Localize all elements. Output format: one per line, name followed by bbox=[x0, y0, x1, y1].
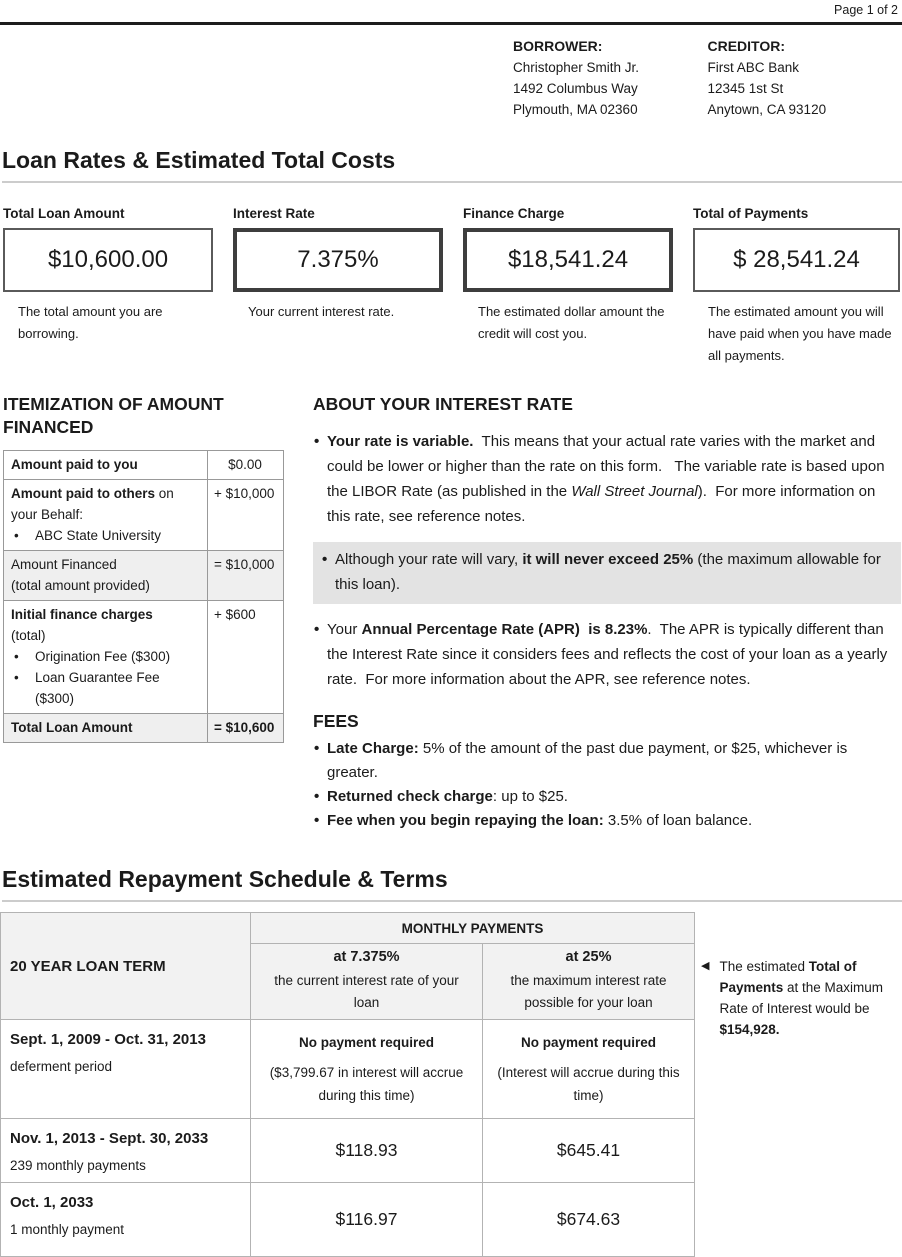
box-value bbox=[693, 228, 900, 292]
box-value bbox=[233, 228, 443, 292]
current-rate-column-header bbox=[251, 944, 483, 1020]
box-value-text: $10,600.00 bbox=[48, 246, 168, 274]
loan-rates-boxes bbox=[3, 206, 900, 367]
current-rate-title: at 7.375% bbox=[261, 949, 472, 965]
period-detail: deferment period bbox=[10, 1059, 240, 1074]
repayment-table bbox=[0, 912, 695, 1257]
total-loan-amount-box bbox=[3, 206, 213, 367]
total-of-payments-box bbox=[693, 206, 900, 367]
period-dates: Nov. 1, 2013 - Sept. 30, 2033 bbox=[10, 1130, 240, 1147]
itemization-label: Amount paid to you bbox=[4, 451, 208, 480]
loan-rates-heading: Loan Rates & Estimated Total Costs bbox=[2, 147, 902, 183]
creditor-name: First ABC Bank bbox=[708, 57, 902, 78]
box-caption: The total amount you are borrowing. bbox=[3, 301, 213, 345]
box-label: Total Loan Amount bbox=[3, 206, 213, 221]
itemization-label: Amount Financed (total amount provided) bbox=[4, 551, 208, 601]
period-dates: Oct. 1, 2033 bbox=[10, 1194, 240, 1211]
period-cell bbox=[1, 1020, 251, 1119]
period-cell bbox=[1, 1183, 251, 1257]
itemization-row bbox=[4, 480, 284, 551]
about-rate-bullets bbox=[313, 429, 901, 692]
max-rate-title: at 25% bbox=[493, 949, 684, 965]
creditor-block bbox=[708, 36, 902, 120]
max-rate-payment: $674.63 bbox=[483, 1183, 695, 1257]
itemization-label: Initial finance charges (total) • Origination Fee ($300) • Loan Guarantee Fee ($300) bbox=[4, 601, 208, 714]
itemization-amount: = $10,600 bbox=[208, 714, 284, 743]
current-rate-payment: $116.97 bbox=[251, 1183, 483, 1257]
loan-term-header: 20 YEAR LOAN TERM bbox=[1, 913, 251, 1020]
period-detail: 1 monthly payment bbox=[10, 1222, 240, 1237]
box-caption: The estimated dollar amount the credit will cost you. bbox=[463, 301, 673, 345]
box-value-text: 7.375% bbox=[297, 246, 378, 274]
finance-charge-box bbox=[463, 206, 673, 367]
max-rate-column-header bbox=[483, 944, 695, 1020]
table-row bbox=[1, 1183, 695, 1257]
left-arrow-icon: ◀ bbox=[701, 956, 709, 1040]
itemization-row bbox=[4, 551, 284, 601]
box-value-text: $18,541.24 bbox=[508, 246, 628, 274]
note-text: The estimated Total of Payments at the Maximum Rate of Interest would be $154,928. bbox=[719, 956, 899, 1040]
rate-cap-bullet: • Although your rate will vary, it will never exceed 25% (the maximum allowable for this loan). bbox=[313, 542, 901, 604]
repayment-section bbox=[0, 866, 902, 1257]
max-rate-payment: $645.41 bbox=[483, 1119, 695, 1183]
itemization-label: Amount paid to others on your Behalf: • ABC State University bbox=[4, 480, 208, 551]
borrower-block bbox=[513, 36, 708, 120]
returned-check-bullet: • Returned check charge: up to $25. bbox=[313, 785, 901, 809]
itemization-row bbox=[4, 451, 284, 480]
box-caption: The estimated amount you will have paid when you have made all payments. bbox=[693, 301, 900, 367]
box-label: Total of Payments bbox=[693, 206, 900, 221]
late-charge-bullet: • Late Charge: 5% of the amount of the past due payment, or $25, whichever is greater. bbox=[313, 737, 901, 785]
itemization-section bbox=[3, 393, 286, 833]
middle-section bbox=[0, 393, 902, 833]
box-caption: Your current interest rate. bbox=[233, 301, 443, 323]
box-value-text: $ 28,541.24 bbox=[733, 246, 860, 274]
total-payments-note bbox=[701, 956, 899, 1040]
apr-bullet: • Your Annual Percentage Rate (APR) is 8.23%. The APR is typically different than the Interest Rate since it considers fees and reflects the cost of your loan as a yearly rate. For more information about the APR, see reference notes. bbox=[313, 617, 901, 692]
table-row bbox=[1, 1020, 695, 1119]
itemization-heading: ITEMIZATION OF AMOUNT FINANCED bbox=[3, 393, 286, 439]
period-detail: 239 monthly payments bbox=[10, 1158, 240, 1173]
itemization-row bbox=[4, 714, 284, 743]
about-rate-section bbox=[313, 393, 901, 833]
borrower-name: Christopher Smith Jr. bbox=[513, 57, 708, 78]
itemization-row bbox=[4, 601, 284, 714]
rate-variable-bullet: • Your rate is variable. This means that your actual rate varies with the market and could be lower or higher than the rate on this form. The variable rate is based upon the LIBOR Rate (as published in the Wall Street Journal). For more information on this rate, see reference notes. bbox=[313, 429, 901, 529]
creditor-label: CREDITOR: bbox=[708, 36, 902, 57]
creditor-street: 12345 1st St bbox=[708, 78, 902, 99]
table-row bbox=[1, 1119, 695, 1183]
max-rate-payment: No payment required (Interest will accrue during this time) bbox=[483, 1020, 695, 1119]
borrower-street: 1492 Columbus Way bbox=[513, 78, 708, 99]
period-dates: Sept. 1, 2009 - Oct. 31, 2013 bbox=[10, 1031, 240, 1048]
itemization-amount: $0.00 bbox=[208, 451, 284, 480]
itemization-label: Total Loan Amount bbox=[4, 714, 208, 743]
repay-fee-bullet: • Fee when you begin repaying the loan: 3.5% of loan balance. bbox=[313, 809, 901, 833]
itemization-amount: + $10,000 bbox=[208, 480, 284, 551]
about-rate-heading: ABOUT YOUR INTEREST RATE bbox=[313, 393, 901, 416]
fees-heading: FEES bbox=[313, 710, 901, 733]
parties-block bbox=[513, 36, 902, 120]
current-rate-payment: $118.93 bbox=[251, 1119, 483, 1183]
fees-list bbox=[313, 737, 901, 833]
borrower-label: BORROWER: bbox=[513, 36, 708, 57]
borrower-city: Plymouth, MA 02360 bbox=[513, 99, 708, 120]
itemization-amount: + $600 bbox=[208, 601, 284, 714]
repayment-heading: Estimated Repayment Schedule & Terms bbox=[2, 866, 902, 902]
creditor-city: Anytown, CA 93120 bbox=[708, 99, 902, 120]
monthly-payments-header: MONTHLY PAYMENTS bbox=[251, 913, 695, 944]
itemization-amount: = $10,000 bbox=[208, 551, 284, 601]
current-rate-subtitle: the current interest rate of your loan bbox=[261, 970, 472, 1014]
max-rate-subtitle: the maximum interest rate possible for your loan bbox=[493, 970, 684, 1014]
current-rate-payment: No payment required ($3,799.67 in interest will accrue during this time) bbox=[251, 1020, 483, 1119]
itemization-table bbox=[3, 450, 284, 743]
box-value bbox=[463, 228, 673, 292]
box-label: Interest Rate bbox=[233, 206, 443, 221]
period-cell bbox=[1, 1119, 251, 1183]
box-label: Finance Charge bbox=[463, 206, 673, 221]
interest-rate-box bbox=[233, 206, 443, 367]
page-indicator: Page 1 of 2 bbox=[0, 0, 902, 22]
top-divider bbox=[0, 22, 902, 25]
table-header-row bbox=[1, 913, 695, 944]
box-value bbox=[3, 228, 213, 292]
